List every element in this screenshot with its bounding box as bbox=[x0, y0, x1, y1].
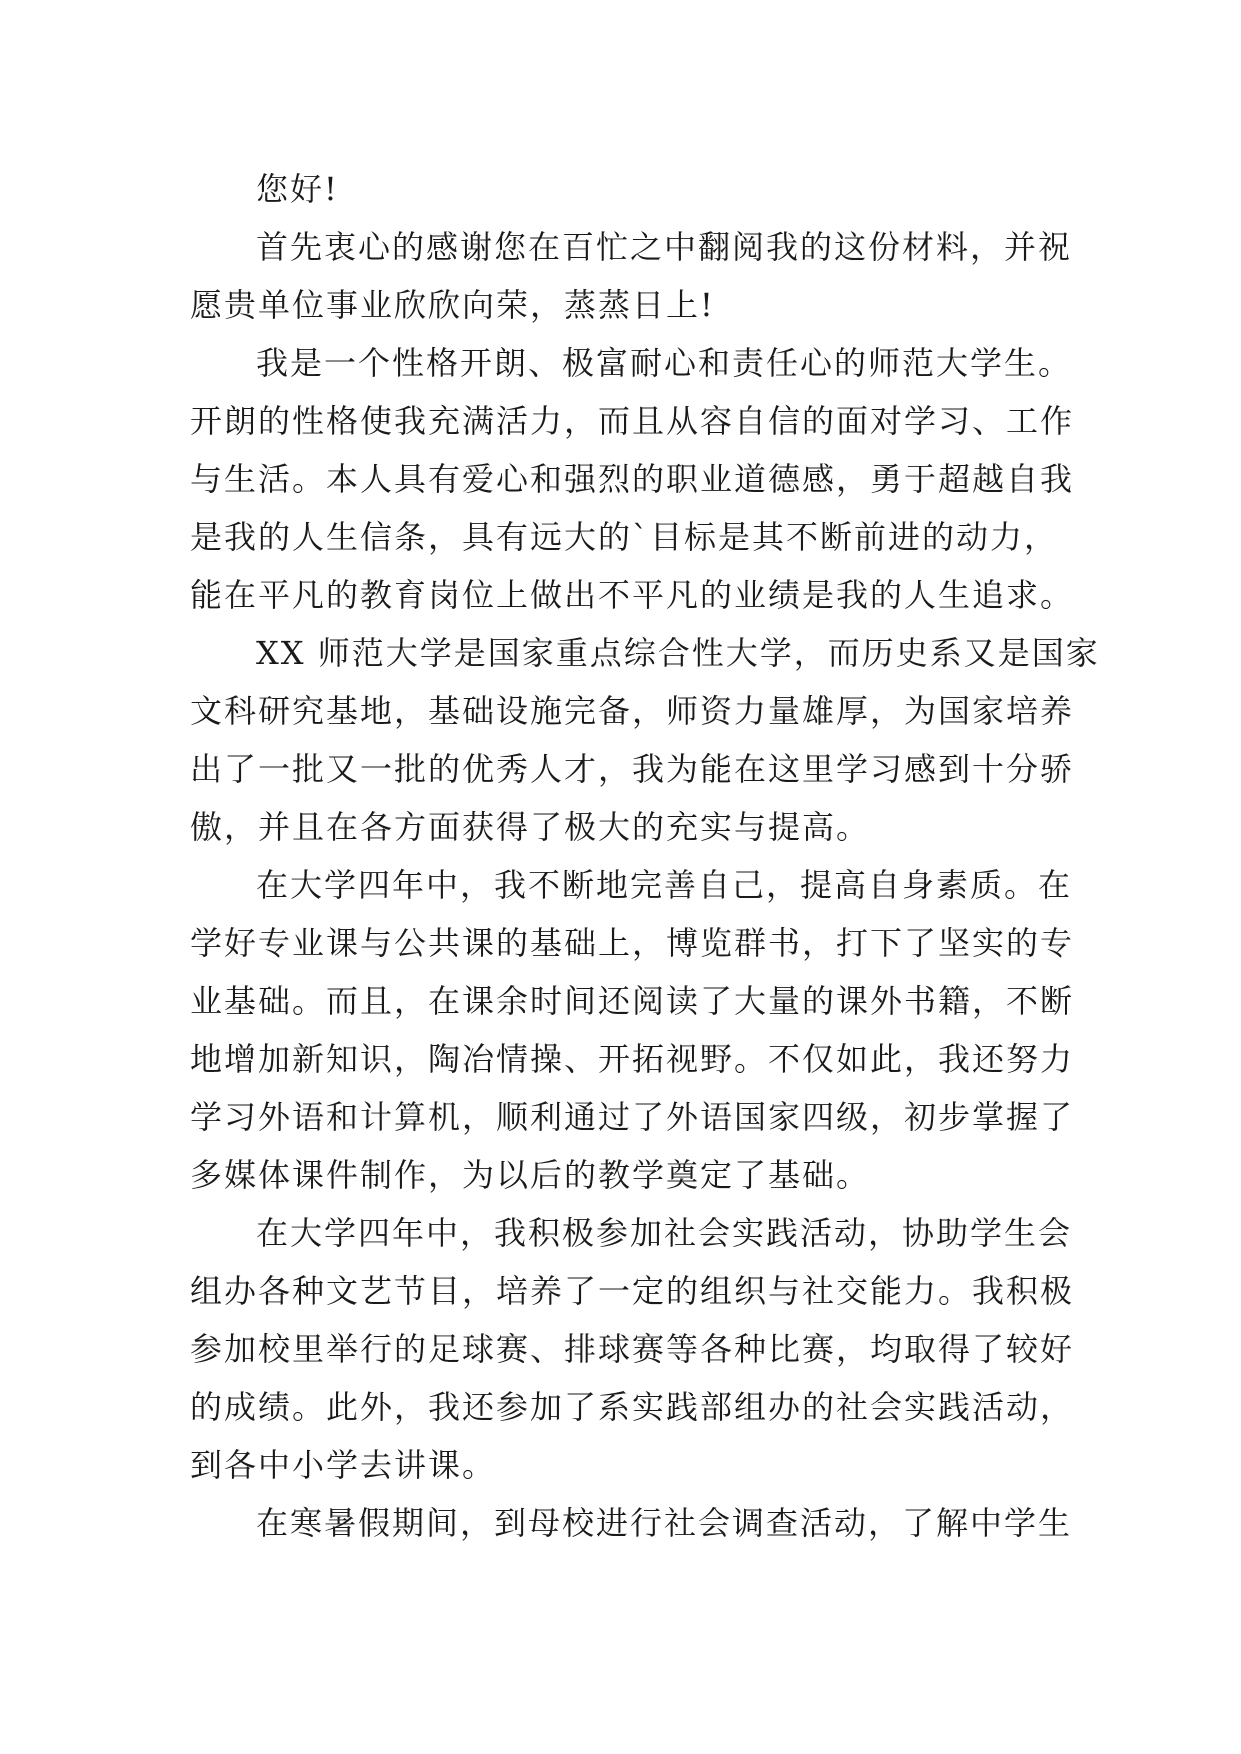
paragraph-line: 在大学四年中，我不断地完善自己，提高自身素质。在 bbox=[256, 866, 1073, 904]
paragraph-line: 学好专业课与公共课的基础上，博览群书，打下了坚实的专 bbox=[190, 924, 1075, 962]
paragraph-line: 在寒暑假期间，到母校进行社会调查活动，了解中学生 bbox=[256, 1504, 1073, 1542]
paragraph-line: 与生活。本人具有爱心和强烈的职业道德感，勇于超越自我 bbox=[190, 460, 1075, 498]
paragraph-line: 文科研究基地，基础设施完备，师资力量雄厚，为国家培养 bbox=[190, 692, 1075, 730]
paragraph-line: 能在平凡的教育岗位上做出不平凡的业绩是我的人生追求。 bbox=[190, 576, 1075, 614]
paragraph-line: 业基础。而且，在课余时间还阅读了大量的课外书籍，不断 bbox=[190, 982, 1075, 1020]
paragraph-line: 在大学四年中，我积极参加社会实践活动，协助学生会 bbox=[256, 1214, 1073, 1252]
paragraph-line: 组办各种文艺节目，培养了一定的组织与社交能力。我积极 bbox=[190, 1272, 1075, 1310]
paragraph-line: 多媒体课件制作，为以后的教学奠定了基础。 bbox=[190, 1156, 871, 1194]
paragraph-line: 到各中小学去讲课。 bbox=[190, 1446, 497, 1484]
paragraph-line: 首先衷心的感谢您在百忙之中翻阅我的这份材料，并祝 bbox=[256, 228, 1073, 266]
paragraph-line: 愿贵单位事业欣欣向荣，蒸蒸日上! bbox=[190, 286, 715, 324]
greeting-line: 您好! bbox=[256, 170, 339, 208]
paragraph-line: 学习外语和计算机，顺利通过了外语国家四级，初步掌握了 bbox=[190, 1098, 1075, 1136]
paragraph-line: 开朗的性格使我充满活力，而且从容自信的面对学习、工作 bbox=[190, 402, 1075, 440]
paragraph-line: 出了一批又一批的优秀人才，我为能在这里学习感到十分骄 bbox=[190, 750, 1075, 788]
paragraph-line: 傲，并且在各方面获得了极大的充实与提高。 bbox=[190, 808, 871, 846]
paragraph-line: 地增加新知识，陶冶情操、开拓视野。不仅如此，我还努力 bbox=[190, 1040, 1075, 1078]
paragraph-line: 参加校里举行的足球赛、排球赛等各种比赛，均取得了较好 bbox=[190, 1330, 1075, 1368]
paragraph-line: 的成绩。此外，我还参加了系实践部组办的社会实践活动， bbox=[190, 1388, 1075, 1426]
paragraph-line: 我是一个性格开朗、极富耐心和责任心的师范大学生。 bbox=[256, 344, 1073, 382]
paragraph-line: XX 师范大学是国家重点综合性大学，而历史系又是国家 bbox=[256, 634, 1100, 672]
letter-body bbox=[190, 160, 1100, 1552]
paragraph-line: 是我的人生信条，具有远大的`目标是其不断前进的动力， bbox=[190, 518, 1059, 556]
